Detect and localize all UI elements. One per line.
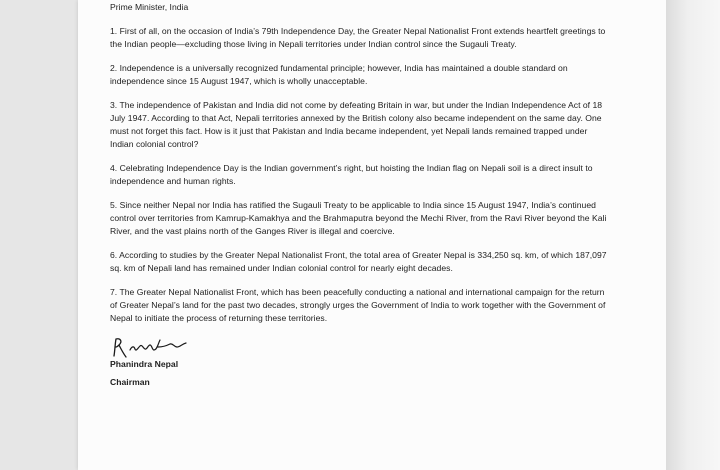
- letter-paragraph-5: 5. Since neither Nepal nor India has ratified the Sugauli Treaty to be applicable to India since 15 August 1947, India’s continued control over territories from Kamrup-Kamakhya and the Brahmaputra beyond the Mechi River, from the Ravi River beyond the Kali River, and the vast plains north of the Ganges River is illegal and coercive.: [110, 200, 607, 236]
- letter-paragraph-1: 1. First of all, on the occasion of India’s 79th Independence Day, the Greater Nepal Nationalist Front extends heartfelt greetings to the Indian people—excluding those living in Nepali territories under Indian control since the Sugauli Treaty.: [110, 26, 606, 49]
- signature-scribble: [110, 336, 200, 360]
- letter-paragraph-3: 3. The independence of Pakistan and India did not come by defeating Britain in war, but under the Indian Independence Act of 18 July 1947. According to that Act, Nepali territories annexed by the British colony also became independent on the same day. One must not forget this fact. How is it just that Pakistan and India became independent, yet Nepali lands remained trapped under Indian colonial control?: [110, 100, 603, 149]
- letter-addressee: Prime Minister, India: [110, 2, 189, 12]
- letter-paragraph-7: 7. The Greater Nepal Nationalist Front, which has been peacefully conducting a national and international campaign for the return of Greater Nepal’s land for the past two decades, strongly urges the Government of India to work together with the Government of Nepal to initiate the process of returning these territories.: [110, 287, 606, 323]
- letter-body: [110, 0, 610, 388]
- letter-paragraph-6: 6. According to studies by the Greater Nepal Nationalist Front, the total area of Greater Nepal is 334,250 sq. km, of which 187,097 sq. km of Nepali land has remained under Indian colonial control for nearly eight decades.: [110, 250, 607, 273]
- signer-name: Phanindra Nepal: [110, 359, 179, 369]
- page-edge-shadow: [666, 0, 720, 470]
- signer-title: Chairman: [110, 377, 150, 387]
- letter-paragraph-4: 4. Celebrating Independence Day is the Indian government’s right, but hoisting the Indian flag on Nepali soil is a direct insult to independence and human rights.: [110, 163, 593, 186]
- letter-page: [78, 0, 666, 470]
- letter-paragraph-2: 2. Independence is a universally recognized fundamental principle; however, India has maintained a double standard on independence since 15 August 1947, which is wholly unacceptable.: [110, 63, 568, 86]
- handwritten-signature: [110, 336, 610, 358]
